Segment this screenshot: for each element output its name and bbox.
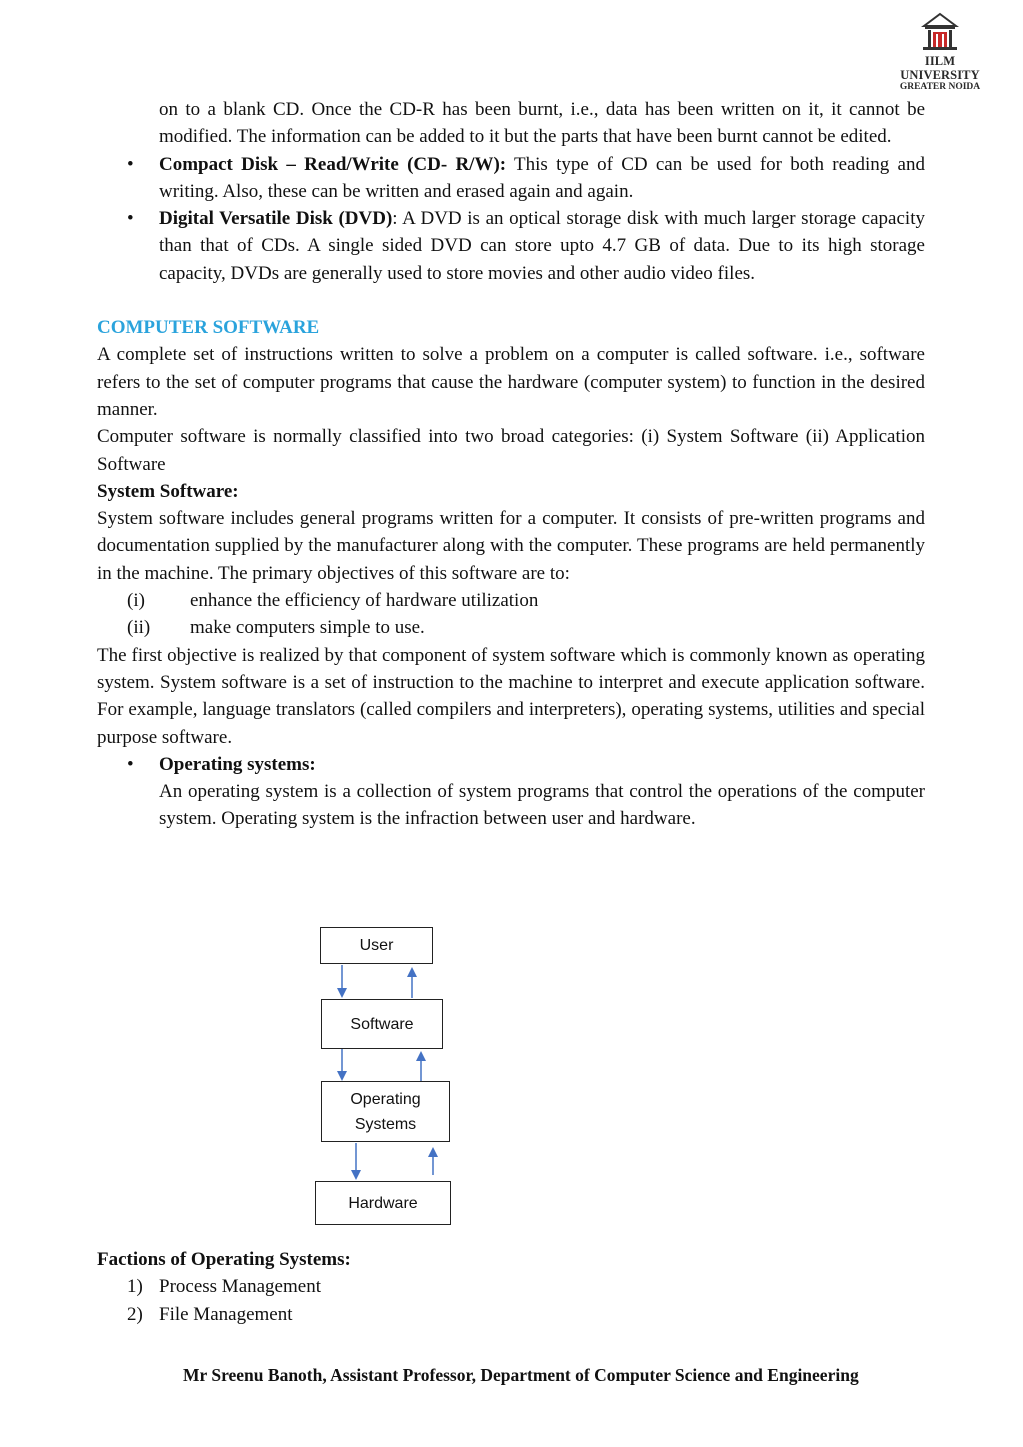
list-item-term: Digital Versatile Disk (DVD) (159, 208, 393, 230)
list-item-term: Operating systems: (159, 753, 316, 775)
page-footer: Mr Sreenu Banoth, Assistant Professor, Department of Computer Science and Engineering (183, 1365, 859, 1385)
list-item-text: make computers simple to use. (190, 617, 425, 639)
factions-section (97, 1246, 925, 1328)
bullet-icon: • (127, 208, 134, 230)
subheading (97, 478, 925, 505)
objectives-list (97, 587, 925, 642)
university-building-icon (920, 12, 960, 54)
list-item (97, 151, 925, 206)
down-arrow-icon (337, 965, 347, 998)
subheading (97, 1246, 925, 1273)
list-item-term: Compact Disk – Read/Write (CD- R/W): (159, 153, 507, 175)
cd-r-continuation: on to a blank CD. Once the CD-R has been burnt, i.e., data has been written on it, it cannot be modified. The information can be added to it but the parts that have been burnt cannot be edited. (159, 99, 925, 148)
list-item-text: This type of CD can be used for both reading and writing. Also, these can be written and erased again and again. (159, 153, 925, 202)
list-item (97, 1301, 925, 1328)
page-content (97, 96, 925, 833)
university-logo (884, 12, 996, 93)
section-heading: COMPUTER SOFTWARE (97, 317, 320, 339)
storage-list (97, 151, 925, 287)
list-item-text: An operating system is a collection of system programs that control the operations of the computer system. Operating system is the infraction between user and hardware. (159, 781, 925, 830)
bullet-icon: • (127, 153, 134, 175)
paragraph: A complete set of instructions written to solve a problem on a computer is called software. i.e., software refers to the set of computer programs that cause the hardware (computer system) to function in the desired manner. (97, 344, 925, 420)
logo-university-name: IILM UNIVERSITY (900, 54, 980, 82)
list-item (97, 614, 925, 641)
diagram-box-software: Software (321, 999, 443, 1049)
list-item (97, 587, 925, 614)
factions-list (97, 1273, 925, 1328)
paragraph: The first objective is realized by that component of system software which is commonly known as operating system. System software is a set of instruction to the machine to interpret and execute application software. For example, language translators (called compilers and interpreters), operating systems, utilities and special purpose software. (97, 644, 925, 748)
paragraph: Computer software is normally classified into two broad categories: (i) System Software (ii) Application Software (97, 426, 925, 475)
up-arrow-icon (428, 1147, 438, 1175)
diagram-box-user: User (320, 927, 433, 964)
list-item-text: enhance the efficiency of hardware utilization (190, 590, 539, 612)
list-item-number: (i) (127, 590, 145, 612)
list-item-number: (ii) (127, 617, 151, 639)
list-item (97, 1273, 925, 1300)
diagram-box-operating-systems: Operating Systems (321, 1081, 450, 1142)
list-item-text: : A DVD is an optical storage disk with much larger storage capacity than that of CDs. A single sided DVD can store upto 4.7 GB of data. Due to its high storage capacity, DVDs are generally used to store movies and other audio video files. (159, 208, 925, 284)
paragraph: System software includes general programs written for a computer. It consists of pre-written programs and documentation supplied by the manufacturer along with the computer. These programs are held permanently in the machine. The primary objectives of this software are to: (97, 508, 925, 584)
down-arrow-icon (351, 1143, 361, 1180)
up-arrow-icon (416, 1051, 426, 1081)
diagram-box-hardware: Hardware (315, 1181, 451, 1225)
list-item (97, 205, 925, 287)
subheading-text: Factions of Operating Systems: (97, 1249, 351, 1270)
list-item-number: 1) (127, 1276, 143, 1298)
list-item-text: File Management (159, 1303, 293, 1325)
up-arrow-icon (407, 967, 417, 998)
list-item (97, 751, 925, 833)
list-item-number: 2) (127, 1303, 143, 1325)
list-item-text: Process Management (159, 1276, 321, 1298)
bullet-icon: • (127, 753, 134, 775)
down-arrow-icon (337, 1049, 347, 1081)
logo-location: GREATER NOIDA (899, 82, 981, 92)
subheading-text: System Software: (97, 480, 239, 502)
os-list (97, 751, 925, 833)
